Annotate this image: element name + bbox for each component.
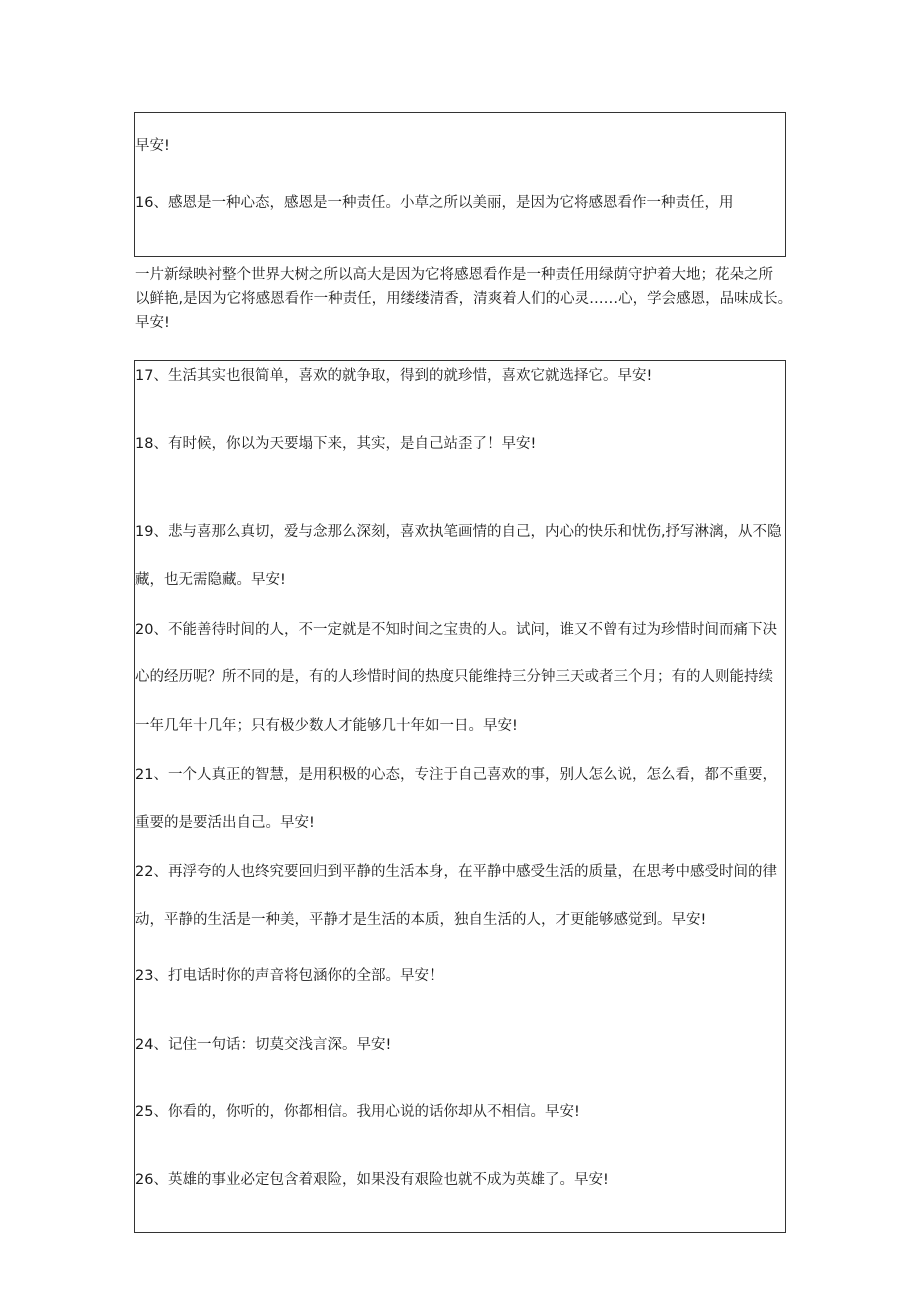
box2-line-26: 26、英雄的事业必定包含着艰险，如果没有艰险也就不成为英雄了。早安! (135, 1172, 609, 1188)
box1-line-1: 早安! (135, 138, 170, 154)
middle-line-2: 以鲜艳,是因为它将感恩看作一种责任，用缕缕清香，清爽着人们的心灵……心，学会感恩，品味成长。 (135, 291, 793, 307)
box2-line-20b: 心的经历呢？所不同的是，有的人珍惜时间的热度只能维持三分钟三天或者三个月；有的人则能持续 (135, 669, 773, 685)
box2-line-21a: 21、一个人真正的智慧，是用积极的心态，专注于自己喜欢的事，别人怎么说，怎么看，都不重要， (135, 767, 777, 783)
middle-line-3: 早安! (135, 315, 170, 331)
box2-line-24: 24、记住一句话：切莫交浅言深。早安! (135, 1037, 392, 1053)
box2-line-18: 18、有时候，你以为天要塌下来，其实，是自己站歪了！早安! (135, 436, 537, 452)
box2-line-23: 23、打电话时你的声音将包涵你的全部。早安！ (135, 968, 444, 984)
box1-line-2: 16、感恩是一种心态，感恩是一种责任。小草之所以美丽，是因为它将感恩看作一种责任，用 (135, 195, 734, 211)
text-box-top (134, 112, 786, 257)
box2-line-20a: 20、不能善待时间的人，不一定就是不知时间之宝贵的人。试问，谁又不曾有过为珍惜时间而痛下决 (135, 622, 777, 638)
box2-line-19b: 藏，也无需隐藏。早安! (135, 572, 286, 588)
box2-line-20c: 一年几年十几年；只有极少数人才能够几十年如一日。早安! (135, 718, 518, 734)
box2-line-19a: 19、悲与喜那么真切，爱与念那么深刻，喜欢执笔画情的自己，内心的快乐和忧伤,抒写淋漓，从不隐 (135, 524, 782, 540)
box2-line-17: 17、生活其实也很简单，喜欢的就争取，得到的就珍惜，喜欢它就选择它。早安! (135, 368, 653, 384)
box2-line-21b: 重要的是要活出自己。早安! (135, 815, 315, 831)
box2-line-22a: 22、再浮夸的人也终究要回归到平静的生活本身，在平静中感受生活的质量，在思考中感受时间的律 (135, 864, 777, 880)
box2-line-22b: 动，平静的生活是一种美，平静才是生活的本质，独自生活的人，才更能够感觉到。早安! (135, 912, 707, 928)
box2-line-25: 25、你看的，你听的，你都相信。我用心说的话你却从不相信。早安! (135, 1104, 580, 1120)
middle-line-1: 一片新绿映衬整个世界大树之所以高大是因为它将感恩看作是一种责任用绿荫守护着大地；花朵之所 (135, 267, 773, 283)
